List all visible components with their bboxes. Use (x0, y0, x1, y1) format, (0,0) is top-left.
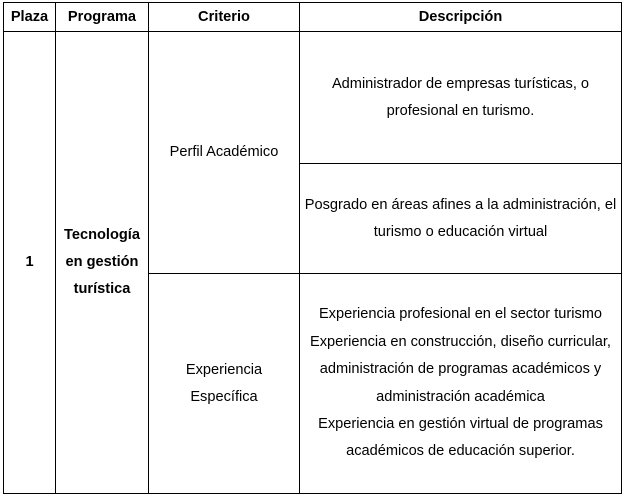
descripcion-text: Administrador de empresas turísticas, o profesional en turismo. (331, 75, 590, 119)
criterio-perfil-academico: Perfil Académico (149, 32, 300, 274)
descripcion-text: Experiencia en gestión virtual de programas académicos de educación superior. (318, 415, 603, 460)
descripcion-cell (300, 164, 622, 274)
descripcion-text: Experiencia en construcción, diseño curricular, administración de programas académicos y administración académica (310, 333, 611, 405)
header-plaza: Plaza (4, 3, 56, 32)
descripcion-text: Posgrado en áreas afines a la administración, el turismo o educación virtual (304, 196, 617, 240)
table-header-row (4, 3, 622, 32)
criterio-label: Experiencia Específica (185, 361, 263, 405)
descripcion-text: Experiencia profesional en el sector turismo (318, 306, 603, 323)
descripcion-cell (300, 32, 622, 164)
descripcion-cell (300, 274, 622, 494)
programa-cell: Tecnología en gestión turística (56, 32, 149, 494)
criterio-experiencia-especifica (149, 274, 300, 494)
criteria-table (3, 2, 622, 494)
table-row (4, 32, 622, 164)
header-descripcion: Descripción (300, 3, 622, 32)
plaza-cell: 1 (4, 32, 56, 494)
header-programa: Programa (56, 3, 149, 32)
header-criterio: Criterio (149, 3, 300, 32)
